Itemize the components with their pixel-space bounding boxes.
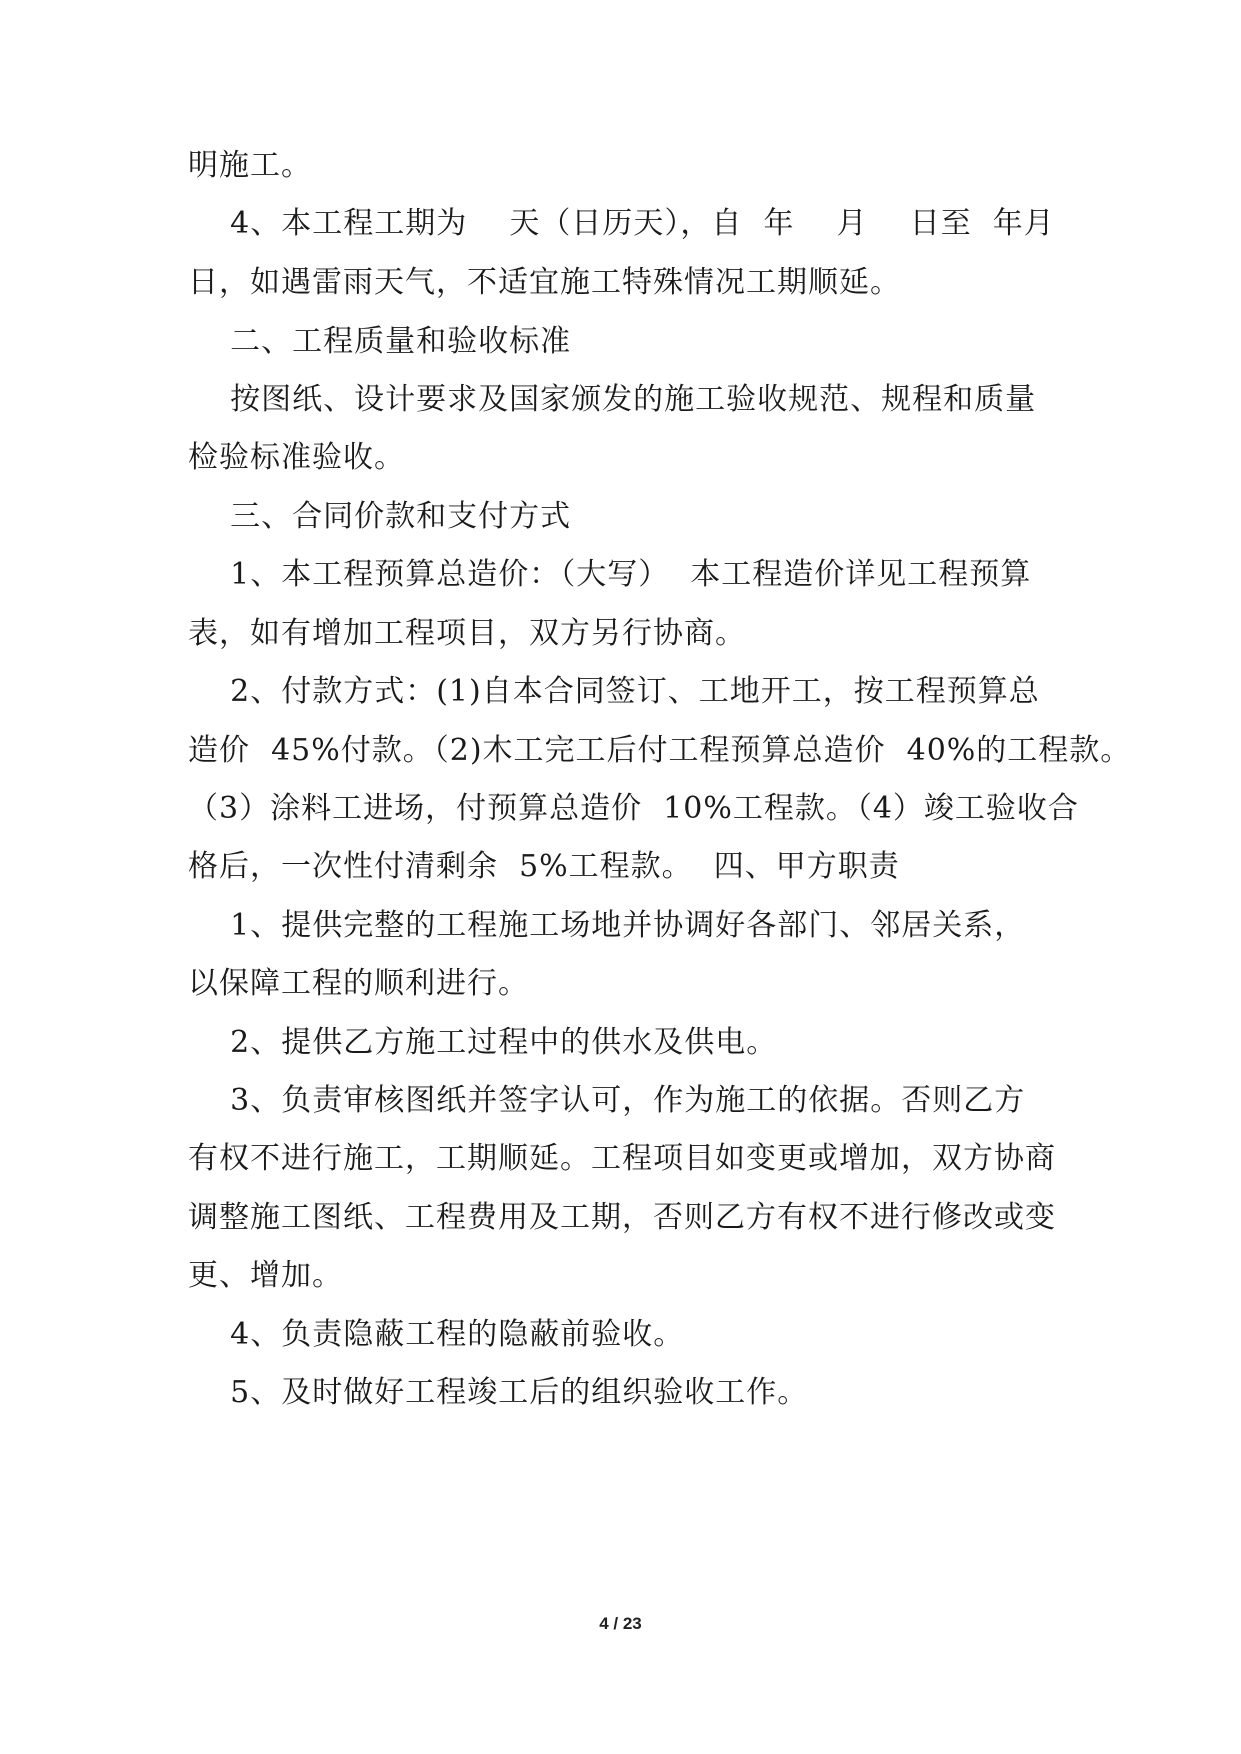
text-line: 2、付款方式：(1)自本合同签订、工地开工，按工程预算总 xyxy=(188,674,1040,709)
text-line: 4、负责隐蔽工程的隐蔽前验收。 xyxy=(188,1317,685,1352)
text-line: 检验标准验收。 xyxy=(188,440,405,475)
text-line: 更、增加。 xyxy=(188,1258,343,1293)
text-line: 4、本工程工期为 天（日历天），自 年 月 日至 年月 xyxy=(188,206,1055,241)
text-line: 按图纸、设计要求及国家颁发的施工验收规范、规程和质量 xyxy=(188,382,1037,417)
text-line: 2、提供乙方施工过程中的供水及供电。 xyxy=(188,1025,778,1060)
text-line: 5、及时做好工程竣工后的组织验收工作。 xyxy=(188,1375,809,1410)
text-line: 格后，一次性付清剩余 5%工程款。 四、甲方职责 xyxy=(188,849,900,884)
text-line: 3、负责审核图纸并签字认可，作为施工的依据。否则乙方 xyxy=(188,1083,1026,1118)
section-heading: 二、工程质量和验收标准 xyxy=(188,324,572,359)
text-line: 造价 45%付款。（2)木工完工后付工程预算总造价 40%的工程款。 xyxy=(188,733,1132,768)
text-line: 以保障工程的顺利进行。 xyxy=(188,966,529,1001)
text-line: 日，如遇雷雨天气，不适宜施工特殊情况工期顺延。 xyxy=(188,265,901,300)
text-line: 表，如有增加工程项目，双方另行协商。 xyxy=(188,616,746,651)
text-line: 有权不进行施工，工期顺延。工程项目如变更或增加，双方协商 xyxy=(188,1141,1056,1176)
page-number: 4 / 23 xyxy=(599,1614,642,1633)
text-line: （3）涂料工进场，付预算总造价 10%工程款。（4）竣工验收合 xyxy=(188,791,1079,826)
text-line: 调整施工图纸、工程费用及工期，否则乙方有权不进行修改或变 xyxy=(188,1200,1056,1235)
text-line: 明施工。 xyxy=(188,148,312,183)
text-line: 1、提供完整的工程施工场地并协调好各部门、邻居关系， xyxy=(188,908,1026,943)
section-heading: 三、合同价款和支付方式 xyxy=(188,499,572,534)
text-line: 1、本工程预算总造价：（大写） 本工程造价详见工程预算 xyxy=(188,557,1032,592)
